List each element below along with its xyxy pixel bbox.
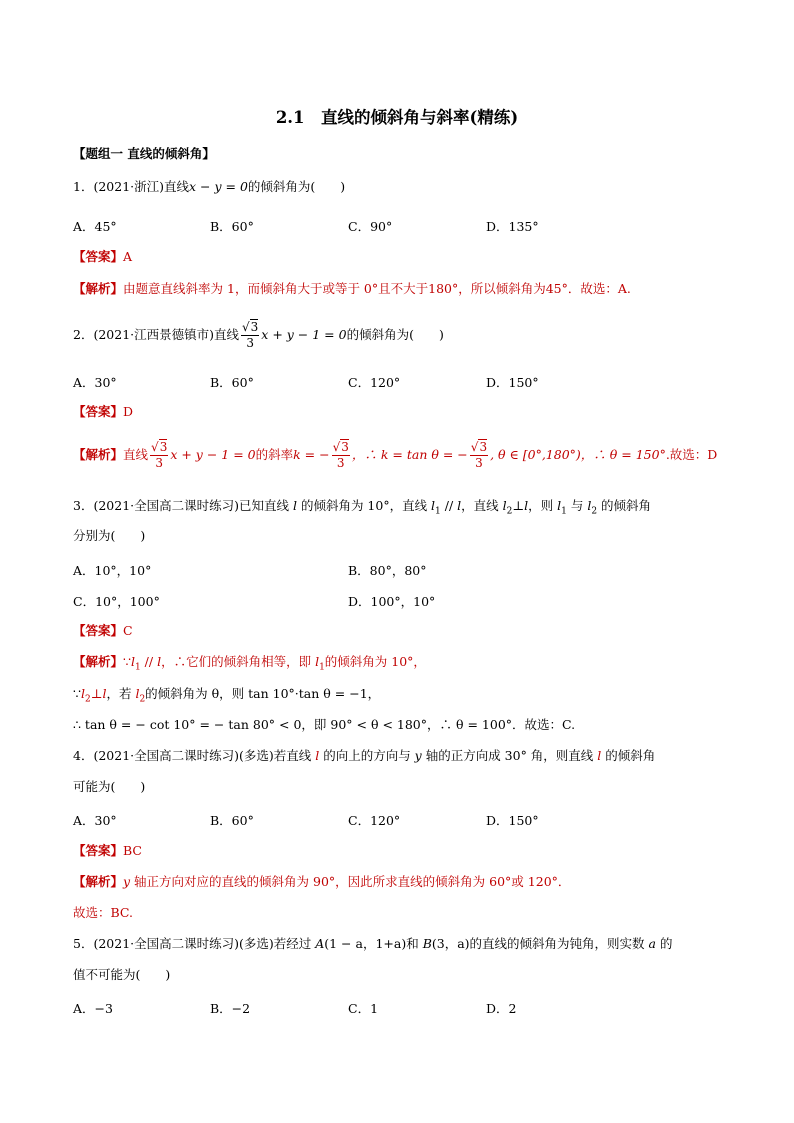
question-5-option-c: C．1	[348, 1001, 379, 1016]
page-title: 2.1 直线的倾斜角与斜率(精练)	[275, 108, 519, 127]
question-3-option-d: D．100°，10°	[348, 594, 436, 609]
question-4-analysis-line-2: 故选：BC.	[73, 905, 134, 920]
group-heading: 【题组一 直线的倾斜角】	[73, 146, 215, 161]
question-4-answer: 【答案】BC	[73, 843, 142, 858]
fraction: $\frac{√3}{3}$	[242, 320, 259, 350]
question-2-analysis: 【解析】直线 $\frac{√3}{3}$ x + y − 1 = 0的斜率k = − $\frac{√3}{3}$ ，∴ k = tan θ = − $\frac{√3}{3}$ , θ ∈ [0°,180°)，∴ θ = 150°.故选：D	[73, 440, 718, 470]
question-3-analysis-line-3: ∴ tan θ = − cot 10° = − tan 80° < 0，即 90° < θ < 180°，∴ θ = 100°．故选：C.	[73, 717, 576, 732]
question-3-option-c: C．10°，100°	[73, 594, 160, 609]
question-4-stem-line-2: 可能为( )	[73, 779, 146, 794]
question-1-option-a: A．45°	[73, 219, 117, 234]
question-2-stem: 2．(2021·江西景德镇市)直线 $\frac{√3}{3}$ x + y − 1 = 0的倾斜角为( )	[73, 320, 444, 350]
question-2-answer: 【答案】D	[73, 404, 134, 419]
question-3-analysis-line-2: $\because l_2\perp l$，若 $l_2$的倾斜角为 θ，则 tan 10°·tan θ = −1，	[73, 686, 381, 705]
question-3-option-a: A．10°，10°	[73, 563, 152, 578]
question-5-stem-line-1: 5．(2021·全国高二课时练习)(多选)若经过 A(1 − a，1+a)和 B(3，a)的直线的倾斜角为钝角，则实数 a 的	[73, 936, 673, 951]
question-1-analysis: 【解析】由题意直线斜率为 1，而倾斜角大于或等于 0°且不大于180°，所以倾斜角为45°．故选：A.	[73, 281, 631, 296]
question-3-option-b: B．80°，80°	[348, 563, 427, 578]
question-4-option-d: D．150°	[486, 813, 539, 828]
question-1-option-c: C．90°	[348, 219, 393, 234]
question-3-analysis-line-1: 【解析】$\because l_1$ // l，∴它们的倾斜角相等，即 $l_1$的倾斜角为 10°，	[73, 654, 426, 673]
question-3-stem-line-1: 3．(2021·全国高二课时练习)已知直线 l 的倾斜角为 10°，直线 $l_1$ // l，直线 $l_2\perp l$，则 $l_1$ 与 $l_2$ 的倾斜角	[73, 498, 652, 517]
question-5-stem-line-2: 值不可能为( )	[73, 967, 171, 982]
question-2-option-d: D．150°	[486, 375, 539, 390]
question-5-option-d: D．2	[486, 1001, 517, 1016]
question-4-option-b: B．60°	[210, 813, 254, 828]
question-4-option-a: A．30°	[73, 813, 117, 828]
question-4-stem-line-1: 4．(2021·全国高二课时练习)(多选)若直线 l 的向上的方向与 y 轴的正方向成 30° 角，则直线 l 的倾斜角	[73, 748, 656, 763]
question-1-option-b: B．60°	[210, 219, 254, 234]
question-4-analysis-line-1: 【解析】y 轴正方向对应的直线的倾斜角为 90°，因此所求直线的倾斜角为 60°或 120°．	[73, 874, 571, 889]
question-2-option-a: A．30°	[73, 375, 117, 390]
question-1-option-d: D．135°	[486, 219, 539, 234]
question-3-stem-line-2: 分别为( )	[73, 528, 146, 543]
question-2-option-c: C．120°	[348, 375, 401, 390]
question-1-stem: 1．(2021·浙江)直线x − y = 0的倾斜角为( )	[73, 179, 346, 194]
question-5-option-a: A．−3	[73, 1001, 113, 1016]
question-1-answer: 【答案】A	[73, 249, 133, 264]
question-5-option-b: B．−2	[210, 1001, 251, 1016]
question-2-option-b: B．60°	[210, 375, 254, 390]
question-4-option-c: C．120°	[348, 813, 401, 828]
question-3-answer: 【答案】C	[73, 623, 133, 638]
